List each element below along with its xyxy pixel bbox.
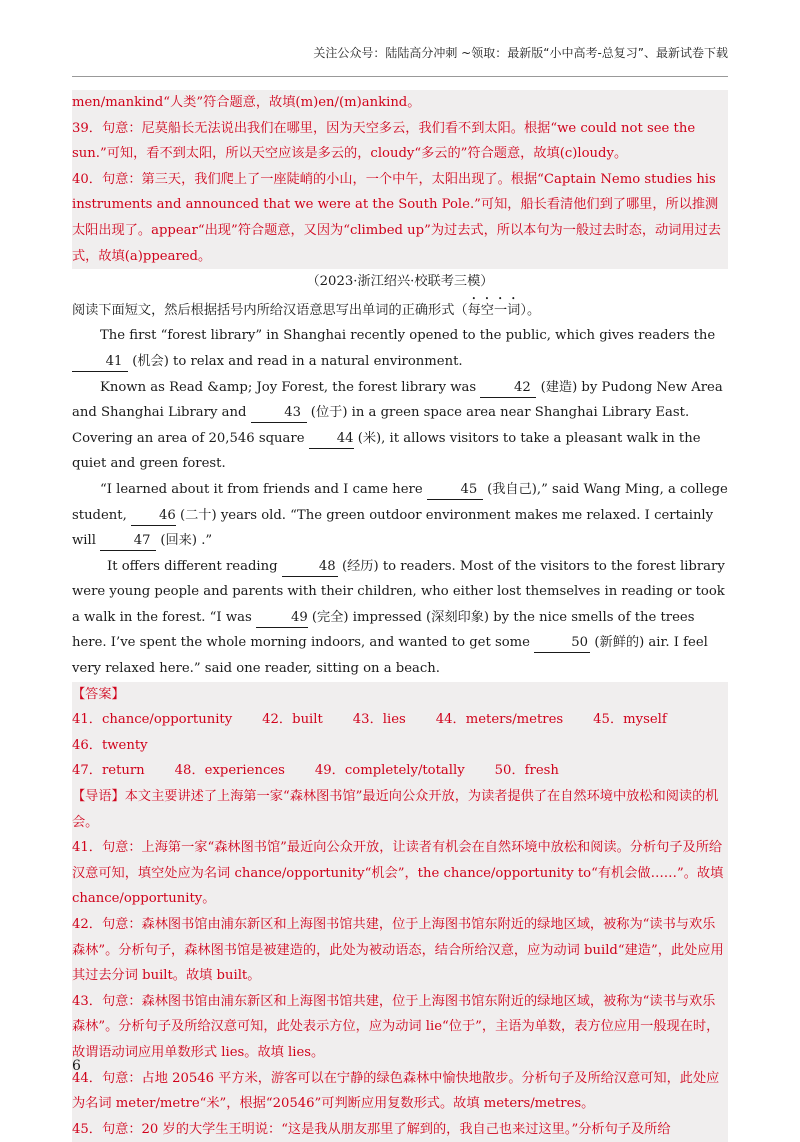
blank-45: 45 <box>427 481 483 500</box>
passage-paragraph-3 <box>72 477 728 554</box>
explanation-41: 41．句意：上海第一家“森林图书馆”最近向公众开放，让读者有机会在自然环境中放松和阅读。分析句子及所给汉意可知，填空处应为名词 chance/opportunity“机会”，the chance/opportunity to“有机会做……”。故填 chance/opportunity。 <box>72 840 724 907</box>
explanation-39: 39．句意：尼莫船长无法说出我们在哪里，因为天空多云，我们看不到太阳。根据“we could not see the sun.”可知，看不到太阳，所以天空应该是多云的，cloudy“多云的”符合题意，故填(c)loudy。 <box>72 120 696 162</box>
section-instruction <box>72 295 728 324</box>
previous-explanations <box>72 90 728 269</box>
instruction-text: 阅读下面短文，然后根据括号内所给汉语意思写出单词的正确形式（ <box>72 302 468 318</box>
p2-text-c: (建造) by Pudong New Area and Shanghai Library and <box>72 379 723 421</box>
answer-label: 【答案】 <box>72 686 125 702</box>
p2-text-d: (位于) in a green space area near Shanghai Library East. Covering an area of 20,546 square <box>72 405 690 446</box>
intro-guide: 【导语】本文主要讲述了上海第一家“森林图书馆”最近向公众开放，为读者提供了在自然环境中放松和阅读的机会。 <box>72 789 719 830</box>
answers-row-2 <box>72 758 728 784</box>
explanation-43: 43．句意：森林图书馆由浦东新区和上海图书馆共建，位于上海图书馆东附近的绿地区域，被称为“读书与欢乐森林”。分析句子及所给汉意可知，此处表示方位，应为动词 lie“位于”，主语为单数，表方位应用一般现在时，故谓语动词应用单数形式 lies。故填 lies。 <box>72 993 720 1060</box>
answer-48: 48．experiences <box>174 763 285 779</box>
p4-text-d: (完全) impressed (深刻印象) by the nice smells of the trees here. I’ve spent the whole morning indoors, and wanted to get some <box>72 609 695 651</box>
blank-42: 42 <box>480 379 536 398</box>
p4-text-c: (经历) to readers. Most of the visitors to the forest library were young people and parents with their children, who either lost themselves in reading or took a walk in the forest. “I was <box>72 558 725 625</box>
passage-paragraph-1 <box>72 323 728 374</box>
p3-text-d: (二十) years old. “The green outdoor environment makes me relaxed. I certainly will <box>72 507 714 549</box>
explanation-38-tail: men/mankind“人类”符合题意，故填(m)en/(m)ankind。 <box>72 95 421 110</box>
section-source: （2023·浙江绍兴·校联考三模） <box>306 274 494 290</box>
answer-42: 42．built <box>262 712 323 728</box>
instruction-emphasis: 每空一词 <box>467 302 521 318</box>
p4-text-a: It offers different reading <box>107 558 282 574</box>
answer-50: 50．fresh <box>494 763 559 779</box>
page-number: 6 <box>72 1058 81 1074</box>
blank-44: 44 <box>309 430 354 449</box>
answer-47: 47．return <box>72 763 145 779</box>
instruction-end: ）。 <box>520 302 541 318</box>
explanation-42: 42．句意：森林图书馆由浦东新区和上海图书馆共建，位于上海图书馆东附近的绿地区域，被称为“读书与欢乐森林”。分析句子，森林图书馆是被建造的，此处为被动语态，结合所给汉意，应为动词 build“建造”，此处应用其过去分词 built。故填 built。 <box>72 917 724 984</box>
blank-46: 46 <box>131 507 176 526</box>
explanation-45: 45．句意：20 岁的大学生王明说：“这是我从朋友那里了解到的，我自己也来过这里。”分析句子及所给 <box>72 1121 671 1137</box>
p1-text-a: The first “forest library” in Shanghai recently opened to the public, which gives readers the <box>100 328 716 344</box>
page-header: 关注公众号：陆陆高分冲刺 ~领取：最新版“小中高考-总复习”、最新试卷下载 <box>313 46 728 60</box>
document-body <box>72 90 728 1142</box>
blank-49: 49 <box>256 609 308 628</box>
header-divider <box>72 76 728 77</box>
blank-47: 47 <box>100 532 156 551</box>
answer-45: 45．myself <box>593 712 667 728</box>
explanation-44: 44．句意：占地 20546 平方米，游客可以在宁静的绿色森林中愉快地散步。分析句子及所给汉意可知，此处应为名词 meter/metre“米”，根据“20546”可判断应用复数形式。故填 meters/metres。 <box>72 1070 720 1112</box>
blank-43: 43 <box>251 404 307 423</box>
answer-41: 41．chance/opportunity <box>72 712 233 728</box>
p3-text-e: (回来) .” <box>156 533 213 549</box>
answer-43: 43．lies <box>352 712 406 728</box>
p4-text-e: (新鲜的) air. I feel very relaxed here.” said one reader, sitting on a beach. <box>72 635 708 677</box>
blank-41: 41 <box>72 353 128 372</box>
answer-46: 46．twenty <box>72 737 148 753</box>
answer-44: 44．meters/metres <box>435 712 564 728</box>
p2-text-a: Known as Read &amp; Joy Forest, the forest library was <box>100 379 481 395</box>
blank-50: 50 <box>534 634 590 653</box>
explanation-40: 40．句意：第三天，我们爬上了一座陡峭的小山，一个中午，太阳出现了。根据“Captain Nemo studies his instruments and announced that we were at the South Pole.”可知，船长看清他们到了哪里，所以推测太阳出现了。appear“出现”符合题意，又因为“climbed up”为过去式，所以本句为一般过去时态，动词用过去式，故填(a)ppeared。 <box>72 171 721 264</box>
p3-text-a: “I learned about it from friends and I came here <box>100 481 427 497</box>
p2-text-e: (米), it allows visitors to take a pleasant walk in the quiet and green forest. <box>72 430 701 472</box>
answers-row-1 <box>72 707 728 758</box>
passage-paragraph-2 <box>72 375 728 477</box>
p1-text-c: (机会) to relax and read in a natural environment. <box>128 353 463 369</box>
answer-49: 49．completely/totally <box>314 763 465 779</box>
passage-paragraph-4 <box>72 554 728 682</box>
blank-48: 48 <box>282 558 338 577</box>
answer-section <box>72 682 728 1142</box>
p3-text-c: (我自己),” said Wang Ming, a college student, <box>72 481 728 523</box>
